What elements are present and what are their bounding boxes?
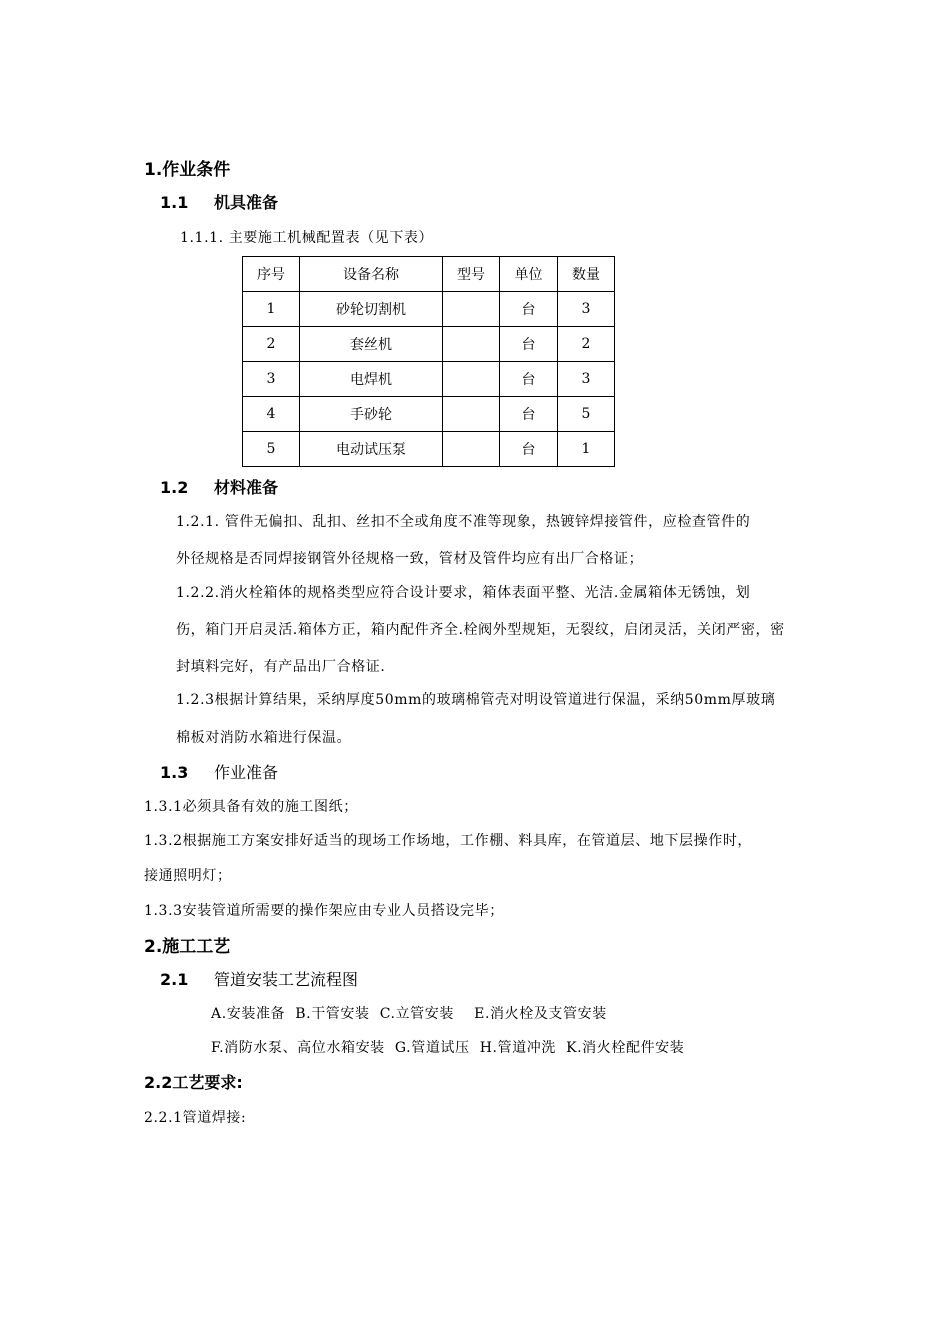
section-1-2-heading <box>160 475 278 498</box>
table-cell <box>443 397 500 432</box>
table-cell: 3 <box>558 362 615 397</box>
table-cell: 台 <box>500 292 558 327</box>
paragraph-line: 2.2.1管道焊接: <box>144 1110 247 1126</box>
paragraph-line: 伤，箱门开启灵活.箱体方正，箱内配件齐全.栓阀外型规矩，无裂纹，启闭灵活，关闭严密，密 <box>176 622 785 638</box>
paragraph-line: 1.2.3根据计算结果，采纳厚度50mm的玻璃棉管壳对明设管道进行保温，采纳50mm厚玻璃 <box>176 692 776 708</box>
table-row <box>243 292 615 327</box>
section-1-2-title: 材料准备 <box>214 478 279 497</box>
header-cell: 设备名称 <box>300 257 443 292</box>
table-cell: 台 <box>500 432 558 467</box>
table-cell <box>443 432 500 467</box>
paragraph-line: 棉板对消防水箱进行保温。 <box>176 730 352 746</box>
section-2-1-title: 管道安装工艺流程图 <box>214 970 359 989</box>
table-cell: 5 <box>243 432 300 467</box>
paragraph-line: 封填料完好，有产品出厂合格证. <box>176 659 386 675</box>
table-cell: 5 <box>558 397 615 432</box>
paragraph-line: 1.2.1. 管件无偏扣、乱扣、丝扣不全或角度不准等现象，热镀锌焊接管件，应检查管件的 <box>176 514 751 530</box>
section-1-title: 1.作业条件 <box>144 160 231 180</box>
table-cell: 3 <box>558 292 615 327</box>
section-1-2-number: 1.2 <box>160 478 189 497</box>
table-cell: 手砂轮 <box>300 397 443 432</box>
table-cell: 1 <box>243 292 300 327</box>
table-row <box>243 432 615 467</box>
table-cell: 套丝机 <box>300 327 443 362</box>
item-1-1-1: 1.1.1. 主要施工机械配置表（见下表） <box>180 230 434 246</box>
section-1-3-number: 1.3 <box>160 763 189 782</box>
table-cell: 2 <box>243 327 300 362</box>
table-row <box>243 397 615 432</box>
section-2-2-title: 2.2工艺要求: <box>144 1073 243 1092</box>
paragraph-line: 1.3.3安装管道所需要的操作架应由专业人员搭设完毕； <box>144 903 504 919</box>
table-cell: 台 <box>500 327 558 362</box>
table-cell: 电动试压泵 <box>300 432 443 467</box>
table-cell: 砂轮切割机 <box>300 292 443 327</box>
header-cell: 型号 <box>443 257 500 292</box>
table-cell: 电焊机 <box>300 362 443 397</box>
section-1-3-title: 作业准备 <box>214 763 279 782</box>
paragraph-line: 1.3.2根据施工方案安排好适当的现场工作场地，工作棚、料具库，在管道层、地下层操作时， <box>144 833 753 849</box>
section-2-1-number: 2.1 <box>160 970 189 989</box>
table-row <box>243 327 615 362</box>
section-1-1-heading <box>160 190 278 213</box>
table-cell: 台 <box>500 362 558 397</box>
table-cell <box>443 362 500 397</box>
paragraph-line: 接通照明灯； <box>144 868 232 884</box>
table-cell: 1 <box>558 432 615 467</box>
table-cell: 2 <box>558 327 615 362</box>
section-1-1-title: 机具准备 <box>214 193 279 212</box>
section-2-title: 2.施工工艺 <box>144 937 231 957</box>
equipment-table <box>242 256 615 467</box>
section-2-1-heading <box>160 967 358 990</box>
table-cell: 3 <box>243 362 300 397</box>
header-cell: 序号 <box>243 257 300 292</box>
table-cell <box>443 327 500 362</box>
table-row <box>243 362 615 397</box>
flow-steps-line: A.安装准备 B.干管安装 C.立管安装 E.消火栓及支管安装 <box>211 1006 607 1022</box>
table-cell: 4 <box>243 397 300 432</box>
header-cell: 数量 <box>558 257 615 292</box>
paragraph-line: 1.2.2.消火栓箱体的规格类型应符合设计要求，箱体表面平整、光洁.金属箱体无锈蚀，划 <box>176 585 751 601</box>
paragraph-line: 外径规格是否同焊接钢管外径规格一致，管材及管件均应有出厂合格证； <box>176 551 644 567</box>
section-1-1-number: 1.1 <box>160 193 189 212</box>
flow-steps-line: F.消防水泵、高位水箱安装 G.管道试压 H.管道冲洗 K.消火栓配件安装 <box>211 1040 685 1056</box>
section-1-3-heading <box>160 760 278 783</box>
table-cell <box>443 292 500 327</box>
header-cell: 单位 <box>500 257 558 292</box>
table-header-row <box>243 257 615 292</box>
paragraph-line: 1.3.1必须具备有效的施工图纸； <box>144 799 358 815</box>
table-cell: 台 <box>500 397 558 432</box>
